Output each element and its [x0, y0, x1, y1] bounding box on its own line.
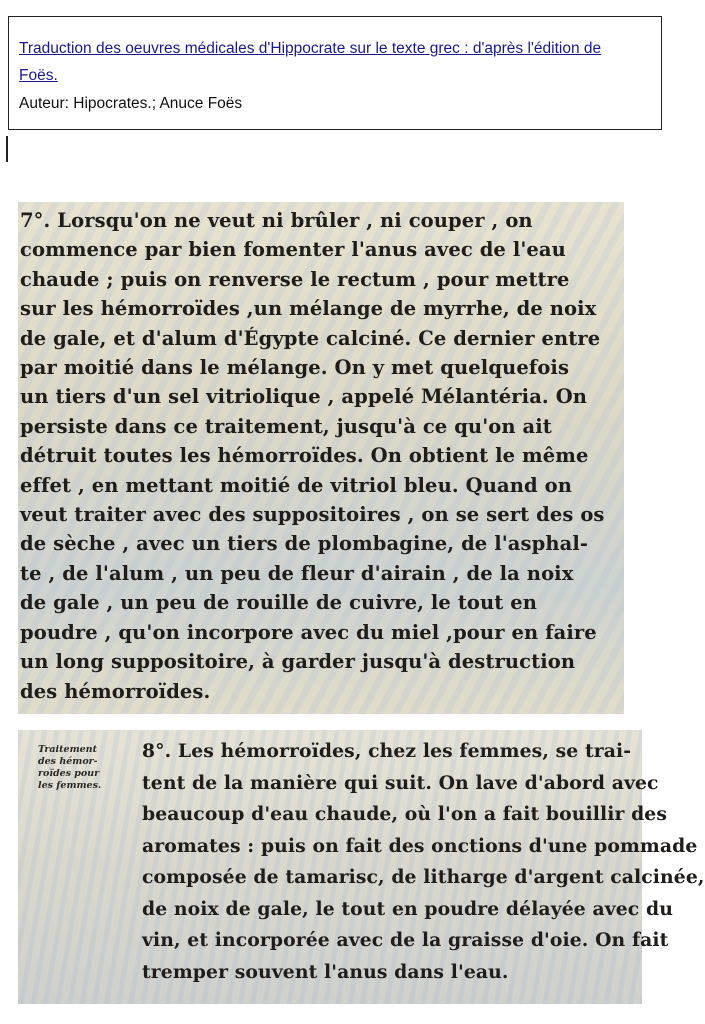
author-label: Auteur: — [19, 95, 69, 112]
scan-text-line: de gale , un peu de rouille de cuivre, le tout en — [20, 591, 538, 615]
citation-box — [8, 16, 662, 130]
scan-bottom-body — [142, 736, 705, 988]
scan-text-line: un tiers d'un sel vitriolique , appelé Mélantéria. On — [20, 385, 588, 409]
margin-note — [38, 744, 138, 792]
scan-text-line: vin, et incorporée avec de la graisse d'oie. On fait — [142, 929, 669, 951]
text-cursor — [6, 136, 8, 162]
scan-text-line: chaude ; puis on renverse le rectum , pour mettre — [20, 267, 570, 291]
scan-text-line: te , de l'alum , un peu de fleur d'airain , de la noix — [20, 561, 574, 585]
scan-text-line: des hémorroïdes. — [20, 679, 211, 703]
scan-text-line: beaucoup d'eau chaude, où l'on a fait bouillir des — [142, 803, 668, 825]
scan-text-line: tent de la manière qui suit. On lave d'abord avec — [142, 771, 659, 794]
scan-text-line: détruit toutes les hémorroïdes. On obtient le même — [20, 444, 589, 468]
scan-text-line: aromates : puis on fait des onctions d'une pommade — [142, 834, 698, 857]
scan-text-line: sur les hémorroïdes ,un mélange de myrrhe, de noix — [20, 297, 597, 321]
scanned-page-excerpt-top — [18, 202, 624, 714]
book-title-link[interactable]: Traduction des oeuvres médicales d'Hippocrate sur le texte grec : d'après l'édition de Foës. — [19, 40, 602, 84]
scan-text-line: effet , en mettant moitié de vitriol bleu. Quand on — [20, 473, 573, 497]
scan-text-line: composée de tamarisc, de litharge d'argent calcinée, — [142, 866, 705, 888]
author-value: Hipocrates.; Anuce Foës — [73, 95, 243, 112]
scan-text-line: 8°. Les hémorroïdes, chez les femmes, se trai- — [142, 740, 632, 762]
scan-text-line: veut traiter avec des suppositoires , on se sert des os — [20, 503, 605, 527]
scan-text-line: tremper souvent l'anus dans l'eau. — [142, 960, 509, 983]
scan-text-line: commence par bien fomenter l'anus avec de l'eau — [20, 238, 566, 262]
margin-note-line: Traitement — [38, 744, 97, 755]
margin-note-line: roïdes pour — [38, 768, 100, 779]
scan-text-line: de sèche , avec un tiers de plombagine, de l'asphal- — [20, 532, 589, 556]
margin-note-line: des hémor- — [38, 756, 98, 767]
scan-text-line: poudre , qu'on incorpore avec du miel ,pour en faire — [20, 620, 597, 644]
scan-text-line: de noix de gale, le tout en poudre délayée avec du — [142, 897, 673, 920]
scan-text-line: persiste dans ce traitement, jusqu'à ce qu'on ait — [20, 414, 552, 438]
scan-text-line: de gale, et d'alum d'Égypte calciné. Ce dernier entre — [20, 326, 601, 350]
scan-text-line: par moitié dans le mélange. On y met quelquefois — [20, 356, 570, 380]
scanned-page-excerpt-bottom — [18, 730, 705, 1004]
author-line — [19, 92, 651, 116]
scan-text-line: un long suppositoire, à garder jusqu'à destruction — [20, 650, 576, 674]
margin-note-line: les femmes. — [38, 780, 102, 791]
scan-text-line: 7°. Lorsqu'on ne veut ni brûler , ni couper , on — [20, 209, 533, 232]
